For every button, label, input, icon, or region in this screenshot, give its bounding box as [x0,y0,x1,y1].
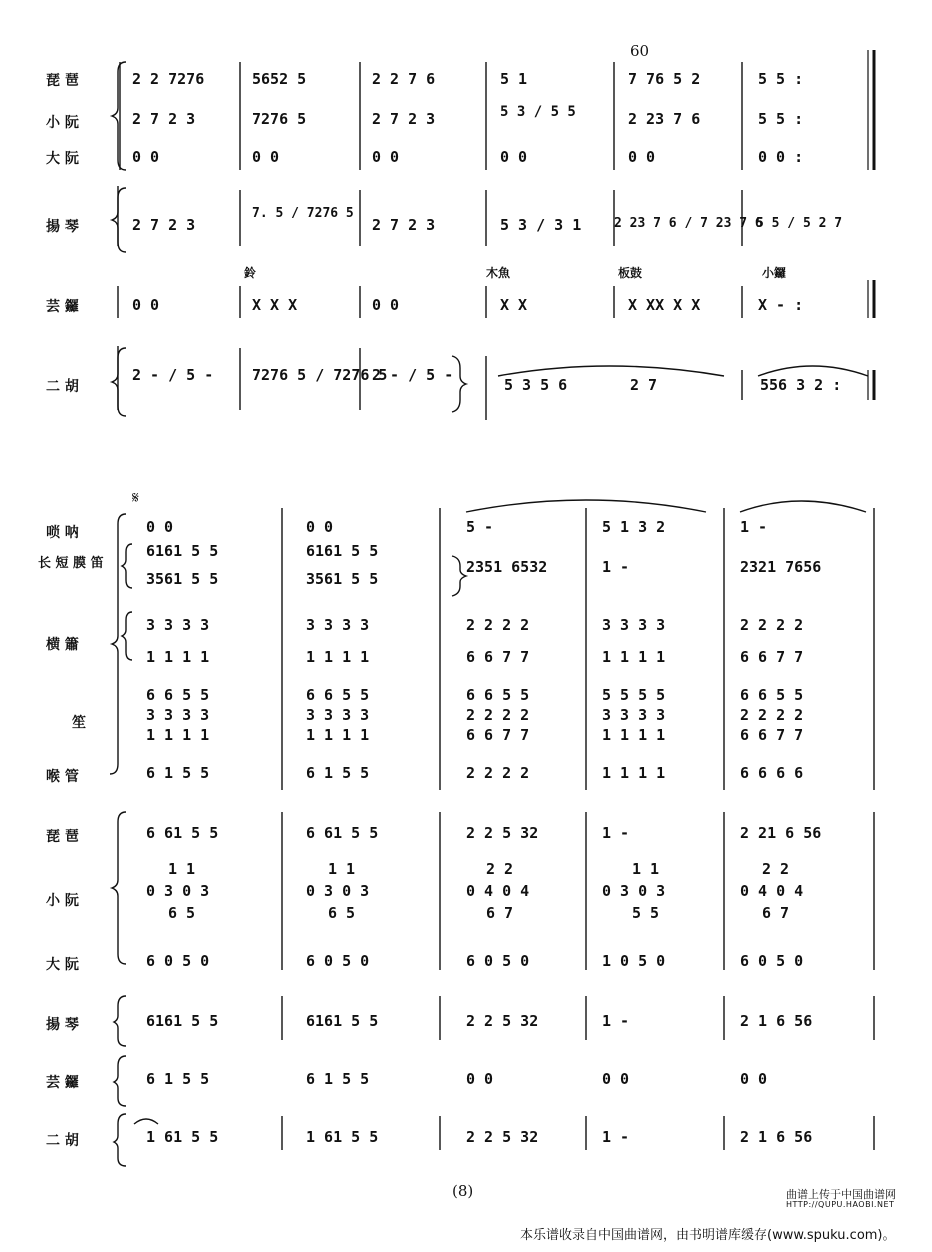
s1-yangqin-m5: 2 23 7 6 / 7 23 7 6 [614,216,763,231]
s2-sheng2-m2: 3 3 3 3 [306,706,370,724]
label-yangqin: 揚 琴 [46,219,79,235]
s2-dizi-lower-m2: 3561 5 5 [306,570,379,588]
s2-erhu-m4: 1 - [602,1128,630,1146]
s2-houguan-m5: 6 6 6 6 [740,764,804,782]
s2-sheng2-m5: 2 2 2 2 [740,706,804,724]
label-yunluo: 芸 鑼 [46,299,79,315]
s1-erhu-m1: 2 - / 5 - [132,366,214,384]
s1-erhu-m4: 5 3 5 6 [504,376,568,394]
s1-daruan-m1: 0 0 [132,148,160,166]
s1-yunluo-m5: X XX X X [628,296,701,314]
s2-xiaoruan-mid-m1: 0 3 0 3 [146,882,210,900]
label-pipa: 琵 琶 [46,73,79,89]
s1-pipa-m3: 2 2 7 6 [372,70,436,88]
s1-pipa-m4: 5 1 [500,70,528,88]
s2-xiao-lower-m1: 1 1 1 1 [146,648,210,666]
s2-xiaoruan-bot-m5: 6 7 [762,904,790,922]
s1-erhu-m6: 556 3 2 : [760,376,842,394]
site-url: HTTP://QUPU.HAOBI.NET [786,1200,895,1209]
s1-daruan-m2: 0 0 [252,148,280,166]
s2-xiao-upper-m5: 2 2 2 2 [740,616,804,634]
s2-yunluo-m5: 0 0 [740,1070,768,1088]
s1-xiaoruan-m6: 5 5 : [758,110,804,128]
s1-erhu-m3: 2 - / 5 - [372,366,454,384]
s2-suona-m3: 5 - [466,518,494,536]
measure-number: 60 [630,42,650,60]
s1-daruan-m5: 0 0 [628,148,656,166]
label-daruan: 大 阮 [46,151,79,167]
s2-xiaoruan-bot-m4: 5 5 [632,904,660,922]
s2-yunluo-m2: 6 1 5 5 [306,1070,370,1088]
s2-sheng3-m2: 1 1 1 1 [306,726,370,744]
s2-sheng3-m5: 6 6 7 7 [740,726,804,744]
s2-suona-m5: 1 - [740,518,768,536]
s2-xiaoruan-bot-m2: 6 5 [328,904,356,922]
label-yangqin-2: 揚 琴 [46,1017,79,1033]
s2-yangqin-m3: 2 2 5 32 [466,1012,539,1030]
s2-pipa-m3: 2 2 5 32 [466,824,539,842]
s2-xiaoruan-bot-m3: 6 7 [486,904,514,922]
s2-xiao-upper-m3: 2 2 2 2 [466,616,530,634]
mark-muyu: 木魚 [486,266,511,280]
s2-xiaoruan-mid-m3: 0 4 0 4 [466,882,530,900]
s1-xiaoruan-m4: 5 3 / 5 5 [500,104,576,120]
s2-yunluo-m1: 6 1 5 5 [146,1070,210,1088]
s2-daruan-m3: 6 0 5 0 [466,952,530,970]
s2-dizi-lower-m1: 3561 5 5 [146,570,219,588]
s2-yangqin-m2: 6161 5 5 [306,1012,379,1030]
s2-xiao-upper-m1: 3 3 3 3 [146,616,210,634]
s1-yangqin-m6: 5 5 / 5 2 7 [756,216,843,231]
s2-suona-m4: 5 1 3 2 [602,518,666,536]
s2-xiao-lower-m3: 6 6 7 7 [466,648,530,666]
s2-dizi-upper-m2: 6161 5 5 [306,542,379,560]
s1-xiaoruan-m1: 2 7 2 3 [132,110,196,128]
s2-xiao-upper-m4: 3 3 3 3 [602,616,666,634]
s2-xiaoruan-top-m1: 1 1 [168,860,196,878]
s1-pipa-m2: 5652 5 [252,70,307,88]
s2-dizi-upper-m1: 6161 5 5 [146,542,219,560]
s2-houguan-m1: 6 1 5 5 [146,764,210,782]
s1-yangqin-m2: 7. 5 / 7276 5 [252,206,354,221]
s1-xiaoruan-m2: 7276 5 [252,110,307,128]
s2-houguan-m4: 1 1 1 1 [602,764,666,782]
s2-erhu-m5: 2 1 6 56 [740,1128,813,1146]
s1-yangqin-m3: 2 7 2 3 [372,216,436,234]
s2-daruan-m4: 1 0 5 0 [602,952,666,970]
s2-xiaoruan-mid-m5: 0 4 0 4 [740,882,804,900]
s1-xiaoruan-m3: 2 7 2 3 [372,110,436,128]
s1-pipa-m5: 7 76 5 2 [628,70,701,88]
label-dizi: 长 短 膜 笛 [38,556,104,571]
s2-erhu-m3: 2 2 5 32 [466,1128,539,1146]
s2-sheng3-m4: 1 1 1 1 [602,726,666,744]
s2-yunluo-m3: 0 0 [466,1070,494,1088]
s2-sheng2-m1: 3 3 3 3 [146,706,210,724]
s2-xiao-upper-m2: 3 3 3 3 [306,616,370,634]
s2-erhu-m2: 1 61 5 5 [306,1128,379,1146]
s2-daruan-m1: 6 0 5 0 [146,952,210,970]
s1-xiaoruan-m5: 2 23 7 6 [628,110,701,128]
s2-sheng1-m5: 6 6 5 5 [740,686,804,704]
label-suona: 唢 呐 [46,525,79,541]
s2-erhu-m1: 1 61 5 5 [146,1128,219,1146]
s2-sheng1-m1: 6 6 5 5 [146,686,210,704]
s2-sheng2-m4: 3 3 3 3 [602,706,666,724]
s2-suona-m1: 0 0 [146,518,174,536]
s2-sheng3-m1: 1 1 1 1 [146,726,210,744]
label-yunluo-2: 芸 鑼 [46,1075,79,1091]
s2-sheng2-m3: 2 2 2 2 [466,706,530,724]
s2-yangqin-m4: 1 - [602,1012,630,1030]
label-xiaoruan-2: 小 阮 [46,893,79,909]
s1-yunluo-m1: 0 0 [132,296,160,314]
s2-xiao-lower-m5: 6 6 7 7 [740,648,804,666]
s2-yangqin-m5: 2 1 6 56 [740,1012,813,1030]
s1-yunluo-m3: 0 0 [372,296,400,314]
s2-daruan-m5: 6 0 5 0 [740,952,804,970]
s2-xiaoruan-top-m2: 1 1 [328,860,356,878]
s2-xiao-lower-m4: 1 1 1 1 [602,648,666,666]
s2-suona-m2: 0 0 [306,518,334,536]
s2-dizi-upper-m4: 1 - [602,558,630,576]
label-xiaoruan: 小 阮 [46,115,79,131]
s1-erhu-m2: 7276 5 / 7276 5 [252,366,388,384]
label-xiao: 横 簫 [46,637,79,653]
s2-pipa-m1: 6 61 5 5 [146,824,219,842]
s2-xiaoruan-top-m5: 2 2 [762,860,790,878]
s1-yangqin-m1: 2 7 2 3 [132,216,196,234]
s2-xiaoruan-top-m4: 1 1 [632,860,660,878]
page-number: (8) [452,1182,474,1200]
s2-dizi-upper-m5: 2321 7656 [740,558,822,576]
s1-yunluo-m4: X X [500,296,528,314]
s2-houguan-m2: 6 1 5 5 [306,764,370,782]
s2-xiaoruan-mid-m2: 0 3 0 3 [306,882,370,900]
s2-houguan-m3: 2 2 2 2 [466,764,530,782]
s2-pipa-m5: 2 21 6 56 [740,824,822,842]
mark-bangu: 板鼓 [618,266,643,280]
s1-yunluo-m6: X - : [758,296,804,314]
label-sheng: 笙 [72,715,86,731]
s2-sheng3-m3: 6 6 7 7 [466,726,530,744]
label-erhu-2: 二 胡 [46,1133,79,1149]
s2-pipa-m4: 1 - [602,824,630,842]
s1-pipa-m6: 5 5 : [758,70,804,88]
s1-daruan-m4: 0 0 [500,148,528,166]
s1-yunluo-m2: X X X [252,296,298,314]
s2-xiaoruan-mid-m4: 0 3 0 3 [602,882,666,900]
s2-dizi-upper-m3: 2351 6532 [466,558,548,576]
label-daruan-2: 大 阮 [46,957,79,973]
label-pipa-2: 琵 琶 [46,829,79,845]
label-houguan: 喉 管 [46,769,79,785]
s1-daruan-m6: 0 0 : [758,148,804,166]
s1-yangqin-m4: 5 3 / 3 1 [500,216,582,234]
s2-xiaoruan-bot-m1: 6 5 [168,904,196,922]
s2-xiaoruan-top-m3: 2 2 [486,860,514,878]
s2-sheng1-m2: 6 6 5 5 [306,686,370,704]
s1-erhu-m5: 2 7 [630,376,658,394]
s2-sheng1-m4: 5 5 5 5 [602,686,666,704]
s2-pipa-m2: 6 61 5 5 [306,824,379,842]
site-caption: 曲谱上传于中国曲谱网 [786,1188,896,1201]
s1-pipa-m1: 2 2 7276 [132,70,205,88]
label-erhu: 二 胡 [46,379,79,395]
s1-daruan-m3: 0 0 [372,148,400,166]
mark-ling: 鈴 [244,266,257,280]
s2-daruan-m2: 6 0 5 0 [306,952,370,970]
s2-sheng1-m3: 6 6 5 5 [466,686,530,704]
s2-yangqin-m1: 6161 5 5 [146,1012,219,1030]
s2-yunluo-m4: 0 0 [602,1070,630,1088]
footer-note: 本乐谱收录自中国曲谱网，由书明谱库缓存(www.spuku.com)。 [520,1228,896,1243]
segno-sign: 𝄋 [132,488,139,507]
s2-xiao-lower-m2: 1 1 1 1 [306,648,370,666]
mark-xiaoluo: 小鑼 [762,266,787,280]
